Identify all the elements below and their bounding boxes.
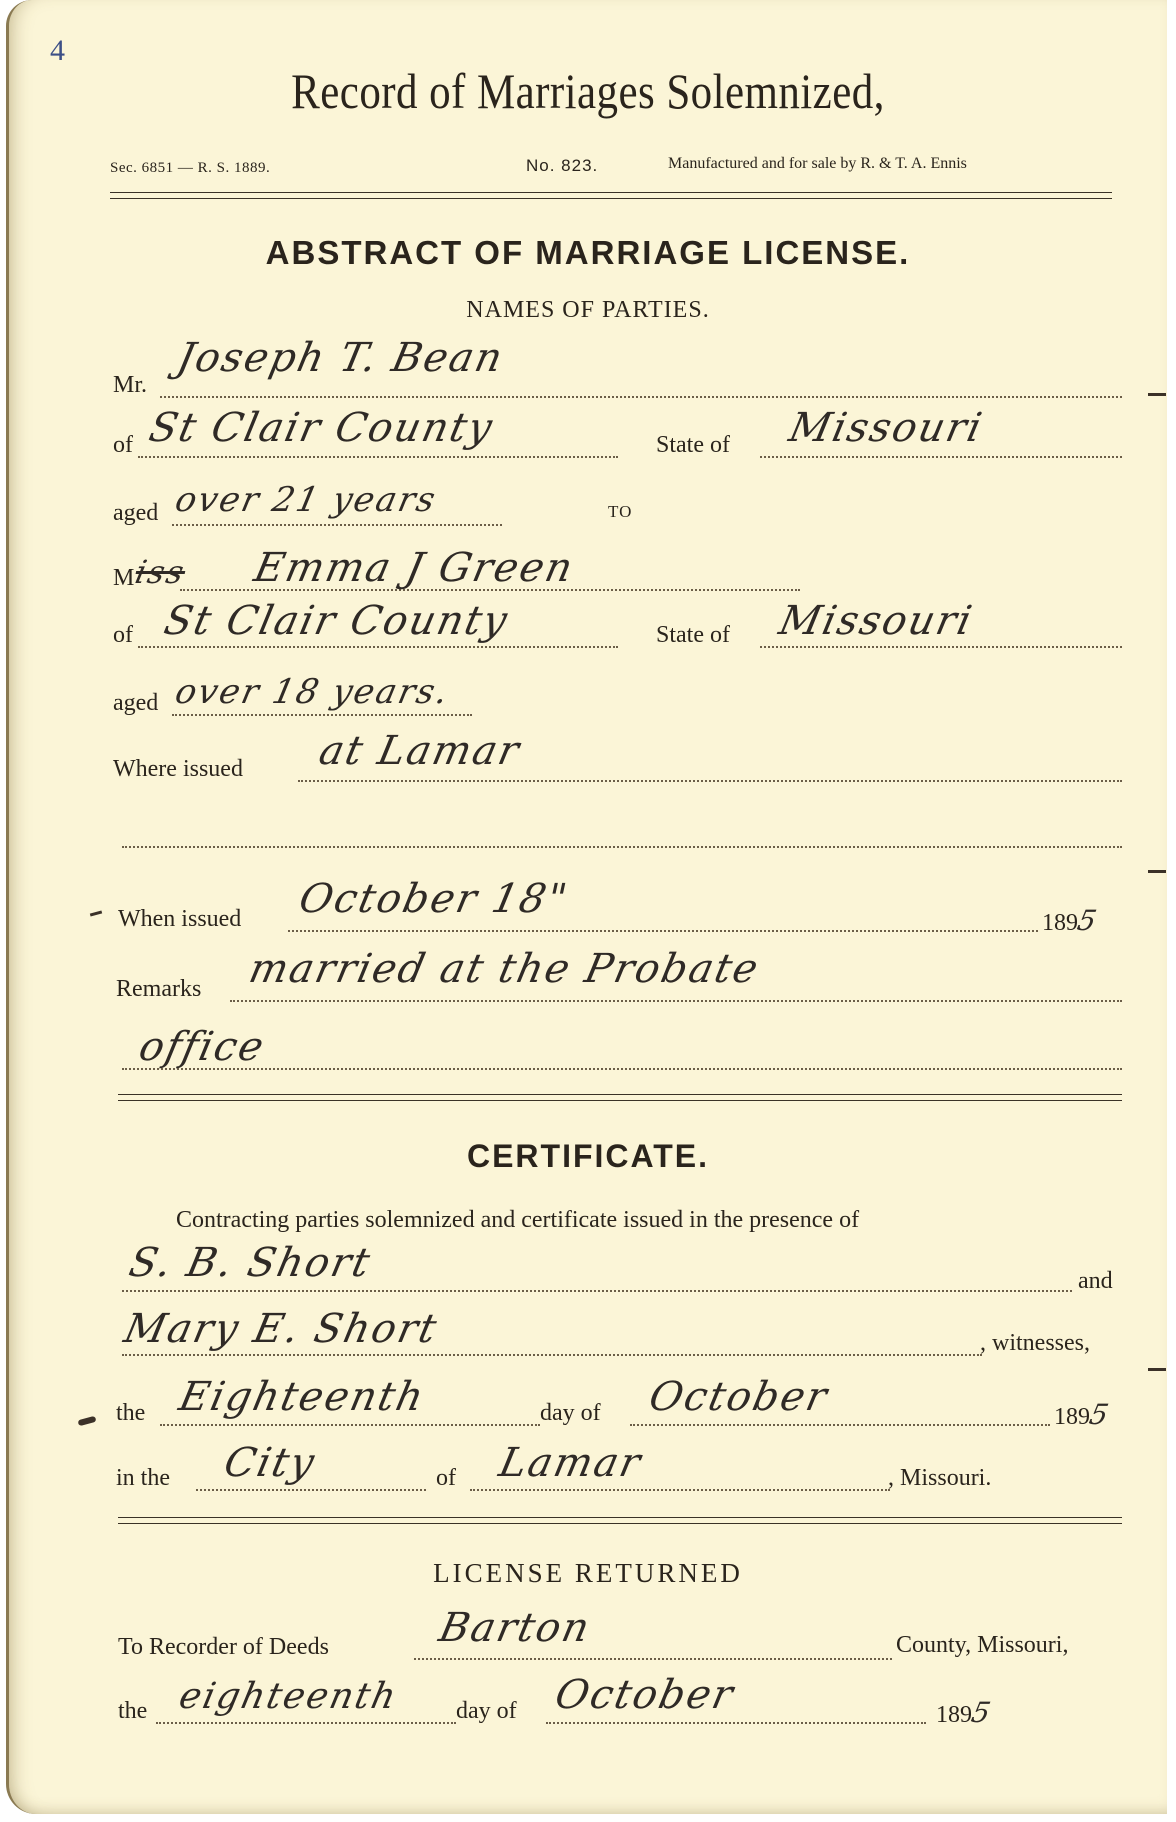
groom-state: Missouri [785, 405, 988, 451]
witness2-line [122, 1354, 982, 1356]
license-returned-heading: LICENSE RETURNED [433, 1558, 743, 1588]
and-label: and [1078, 1268, 1113, 1294]
page-number: 4 [50, 34, 65, 67]
certificate-rule-bottom [118, 1523, 1122, 1524]
recorder-county-line [414, 1658, 892, 1660]
binding-tab [1148, 393, 1166, 396]
names-heading: NAMES OF PARTIES. [466, 297, 710, 323]
binding-tab [1148, 1368, 1166, 1371]
bride-county-line [138, 646, 618, 648]
groom-state-line [760, 456, 1122, 458]
cert-month: October [645, 1374, 833, 1420]
witness1-line [122, 1290, 1072, 1292]
binding-tab [1148, 870, 1166, 873]
remarks-line [230, 1000, 1122, 1002]
witness1: S. B. Short [125, 1240, 376, 1286]
bride-aged-label: aged [113, 690, 159, 716]
cert-year: 1895 [1054, 1398, 1112, 1431]
abstract-rule-bottom [118, 1100, 1122, 1101]
bride-county: St Clair County [160, 598, 513, 644]
groom-name-line [160, 396, 1122, 398]
bride-prefix-suffix: iss [131, 553, 190, 591]
bride-state-line [760, 646, 1122, 648]
to-label: TO [608, 502, 633, 521]
recorder-label: To Recorder of Deeds [118, 1634, 329, 1660]
where-issued-label: Where issued [113, 756, 243, 782]
groom-age-line [172, 524, 502, 526]
groom-of-label: of [113, 432, 133, 458]
cert-of-label: of [436, 1465, 456, 1491]
cert-in-the-label: in the [116, 1465, 170, 1491]
bride-state: Missouri [775, 598, 978, 644]
groom-county: St Clair County [145, 405, 498, 451]
when-issued-line [288, 930, 1038, 932]
return-day: eighteenth [175, 1676, 402, 1717]
bride-prefix: M [113, 565, 135, 591]
recorder-county-label: County, Missouri, [896, 1632, 1069, 1658]
where-issued-line-2 [122, 846, 1122, 848]
cert-place-type: City [220, 1440, 320, 1486]
groom-name: Joseph T. Bean [173, 335, 509, 381]
page-title: Record of Marriages Solemnized, [291, 63, 885, 119]
return-day-of-label: day of [456, 1698, 517, 1724]
remarks-line1: married at the Probate [245, 946, 764, 992]
return-the-label: the [118, 1698, 148, 1724]
cert-the-label: the [116, 1400, 146, 1426]
cert-day-line [160, 1424, 540, 1426]
form-number: No. 823. [526, 156, 599, 175]
cert-day-of-label: day of [540, 1400, 601, 1426]
header-rule-bottom [110, 198, 1112, 199]
when-issued-label: When issued [118, 906, 242, 932]
groom-aged-label: aged [113, 500, 159, 526]
abstract-rule-top [118, 1094, 1122, 1095]
groom-prefix: Mr. [113, 372, 148, 398]
cert-day: Eighteenth [175, 1374, 430, 1420]
groom-county-line [138, 456, 618, 458]
remarks-line2: office [135, 1024, 270, 1070]
return-month-line [546, 1722, 926, 1724]
remarks-label: Remarks [116, 976, 202, 1002]
cert-month-line [630, 1424, 1050, 1426]
groom-state-label: State of [656, 432, 730, 458]
header-rule-top [110, 192, 1112, 193]
where-issued-line [298, 780, 1122, 782]
bride-state-label: State of [656, 622, 730, 648]
when-issued-value: October 18" [295, 876, 573, 922]
abstract-heading: ABSTRACT OF MARRIAGE LICENSE. [265, 234, 911, 271]
bride-name: Emma J Green [250, 545, 579, 591]
cert-place-type-line [196, 1489, 426, 1491]
cert-place: Lamar [495, 1440, 647, 1486]
certificate-heading: CERTIFICATE. [466, 1138, 710, 1174]
certificate-intro: Contracting parties solemnized and certificate issued in the presence of [176, 1207, 860, 1233]
witness2: Mary E. Short [120, 1306, 443, 1352]
return-year: 1895 [936, 1696, 994, 1729]
return-month: October [551, 1672, 739, 1718]
when-issued-year: 1895 [1042, 904, 1100, 937]
witnesses-label: , witnesses, [980, 1330, 1090, 1356]
groom-age: over 21 years [171, 480, 441, 520]
manufacturer-note: Manufactured and for sale by R. & T. A. Ennis [668, 155, 967, 172]
section-reference: Sec. 6851 — R. S. 1889. [110, 160, 271, 176]
cert-state-label: , Missouri. [888, 1465, 992, 1491]
where-issued-value: at Lamar [315, 728, 525, 774]
bride-of-label: of [113, 622, 133, 648]
bride-age-line [172, 714, 472, 716]
remarks-line-2 [122, 1068, 1122, 1070]
cert-place-line [470, 1489, 890, 1491]
recorder-county: Barton [435, 1605, 596, 1651]
return-day-line [156, 1722, 456, 1724]
bride-age: over 18 years. [171, 672, 454, 712]
certificate-rule-top [118, 1517, 1122, 1518]
